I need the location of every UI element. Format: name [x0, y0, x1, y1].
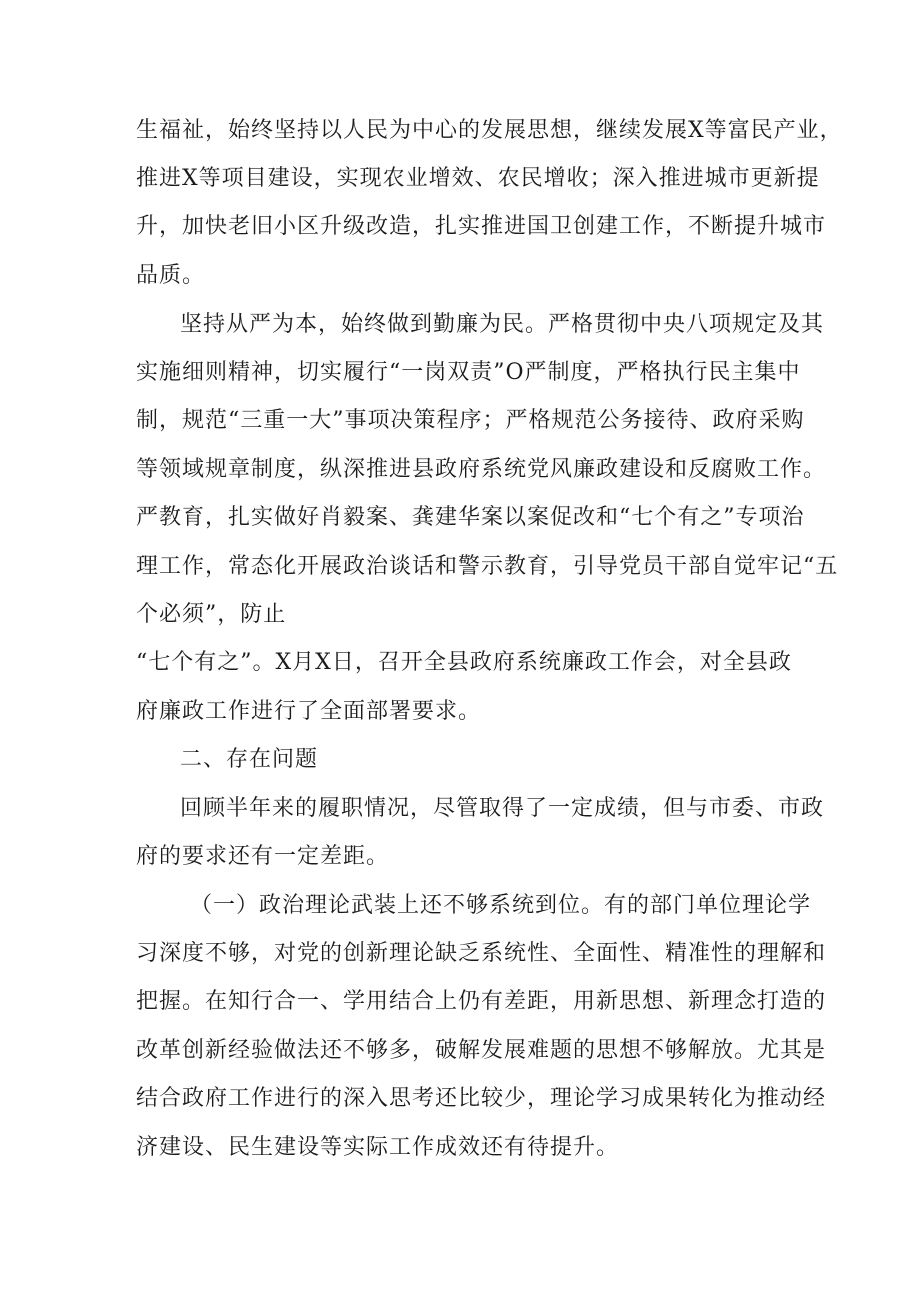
text-line: “七个有之”。X月X日，召开全县政府系统廉政工作会，对全县政 — [136, 650, 792, 675]
text-line: 济建设、民生建设等实际工作成效还有待提升。 — [136, 1135, 620, 1160]
text-line: 制，规范“三重一大”事项决策程序；严格规范公务接待、政府采购 — [136, 408, 805, 433]
section-heading: 二、存在问题 — [180, 747, 319, 772]
text-line: 推进X等项目建设，实现农业增效、农民增收；深入推进城市更新提 — [136, 166, 820, 191]
text-line: 改革创新经验做法还不够多，破解发展难题的思想不够解放。尤其是 — [136, 1038, 827, 1063]
text-line: 个必须”，防止 — [136, 602, 287, 627]
text-line: 结合政府工作进行的深入思考还比较少，理论学习成果转化为推动经 — [136, 1086, 827, 1111]
text-line: 等领域规章制度，纵深推进县政府系统党风廉政建设和反腐败工作。 — [136, 457, 827, 482]
subsection-start-line: （一）政治理论武装上还不够系统到位。有的部门单位理论学 — [190, 893, 812, 918]
text-line: 把握。在知行合一、学用结合上仍有差距，用新思想、新理念打造的 — [136, 989, 827, 1014]
paragraph-start-line: 回顾半年来的履职情况，尽管取得了一定成绩，但与市委、市政 — [180, 796, 825, 821]
text-line: 府的要求还有一定差距。 — [136, 844, 390, 869]
text-line: 品质。 — [136, 263, 206, 288]
text-line: 府廉政工作进行了全面部署要求。 — [136, 699, 482, 724]
text-line: 严教育，扎实做好肖毅案、龚建华案以案促改和“七个有之”专项治 — [136, 505, 805, 530]
text-line: 习深度不够，对党的创新理论缺乏系统性、全面性、精准性的理解和 — [136, 941, 827, 966]
text-line: 升，加快老旧小区升级改造，扎实推进国卫创建工作，不断提升城市 — [136, 214, 827, 239]
text-line: 理工作，常态化开展政治谈话和警示教育，引导党员干部自觉牢记“五 — [136, 554, 839, 579]
text-line: 生福祉，始终坚持以人民为中心的发展思想，继续发展X等富民产业， — [136, 118, 843, 143]
paragraph-start-line: 坚持从严为本，始终做到勤廉为民。严格贯彻中央八项规定及其 — [180, 312, 825, 337]
text-line: 实施细则精神，切实履行“一岗双责”O严制度，严格执行民主集中 — [136, 360, 801, 385]
